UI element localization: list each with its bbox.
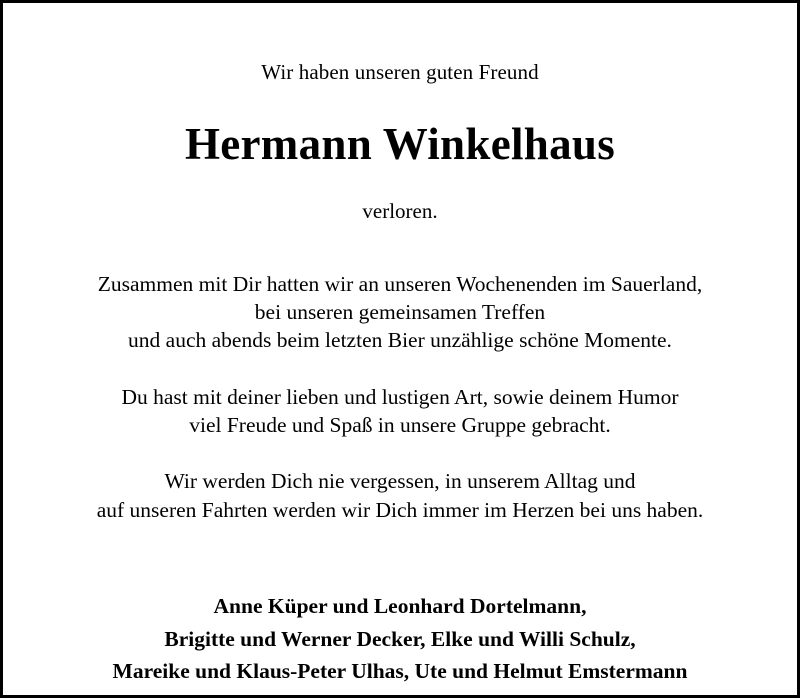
memory-paragraph-3 (97, 467, 704, 524)
signers-list (113, 590, 688, 688)
intro-text: Wir haben unseren guten Freund (261, 60, 539, 84)
memory-paragraph-1-line-3: und auch abends beim letzten Bier unzählige schöne Momente. (128, 328, 672, 353)
memory-paragraph-3-line-2: auf unseren Fahrten werden wir Dich immer im Herzen bei uns haben. (96, 497, 704, 522)
memory-paragraph-1 (98, 270, 702, 355)
memory-paragraph-1-line-1: Zusammen mit Dir hatten wir an unseren Wochenenden im Sauerland, (97, 271, 703, 296)
lost-text: verloren. (362, 198, 438, 223)
signers-line-1: Anne Küper und Leonhard Dortelmann, (213, 594, 587, 619)
signers-line-3: Mareike und Klaus-Peter Ulhas, Ute und Helmut Emstermann (112, 659, 688, 684)
memory-paragraph-2-line-1: Du hast mit deiner lieben und lustigen Art, sowie deinem Humor (121, 384, 679, 409)
memory-paragraph-1-line-2: bei unseren gemeinsamen Treffen (254, 299, 546, 324)
memory-paragraph-3-line-1: Wir werden Dich nie vergessen, in unserem Alltag und (164, 469, 636, 494)
signers-line-2: Brigitte und Werner Decker, Elke und Willi Schulz, (164, 626, 636, 651)
memory-paragraph-2 (121, 383, 678, 440)
memory-paragraph-2-line-2: viel Freude und Spaß in unsere Gruppe gebracht. (189, 413, 611, 437)
deceased-name: Hermann Winkelhaus (184, 119, 616, 170)
